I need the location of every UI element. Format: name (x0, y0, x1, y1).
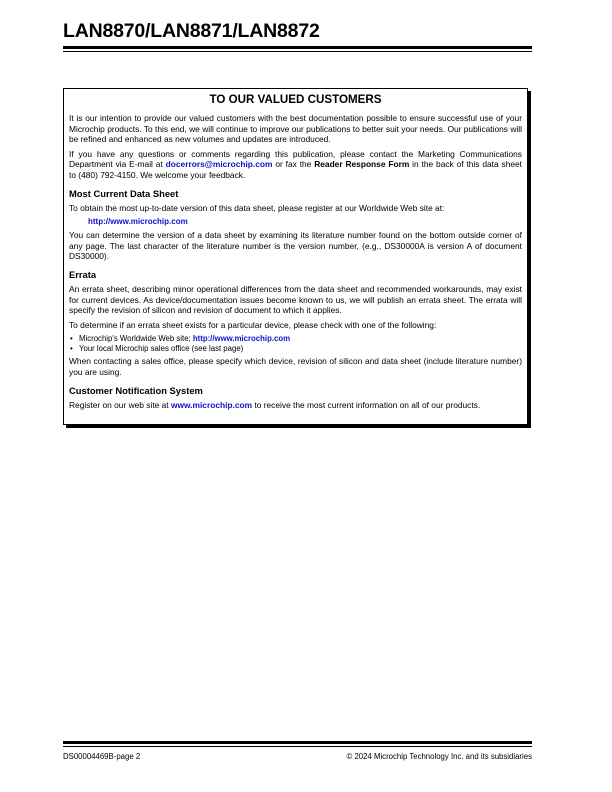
worldwide-web-link[interactable]: http://www.microchip.com (192, 334, 291, 344)
errata-sources-list (69, 334, 522, 353)
footer-page-number: DS00004469B-page 2 (63, 752, 141, 761)
notification-heading: Customer Notification System (69, 384, 203, 396)
most-current-heading: Most Current Data Sheet (69, 187, 179, 199)
header-rule-thick (63, 46, 532, 49)
notice-title: TO OUR VALUED CUSTOMERS (209, 93, 382, 106)
microchip-url-link[interactable]: http://www.microchip.com (88, 217, 188, 227)
customer-notice-box (63, 88, 528, 425)
errata-paragraph: An errata sheet, describing minor operational differences from the data sheet and recommended workarounds, may exist for current devices. As device/documentation issues become known to us, we will publish an errata sheet. The errata will specify the revision of silicon and revision of document to which it applies. (69, 283, 522, 316)
intro-paragraph: It is our intention to provide our valued customers with the best documentation possible to ensure successful use of your Microchip products. To this end, we will continue to improve our publications to better suit your needs. Our publications will be refined and enhanced as new volumes and updates are introduced. (69, 113, 522, 145)
sales-office-paragraph: When contacting a sales office, please specify which device, revision of silicon and data sheet (include literature number) you are using. (69, 356, 522, 377)
reader-response-form: Reader Response Form (314, 159, 410, 170)
register-url-link[interactable]: www.microchip.com (170, 399, 253, 410)
header-rule-thin (63, 51, 532, 52)
list-item: • Microchip's Worldwide Web site; http://www.microchip.com (69, 334, 522, 344)
list-item: • Your local Microchip sales office (see last page) (69, 344, 522, 354)
errata-heading: Errata (69, 268, 97, 280)
footer-copyright: © 2024 Microchip Technology Inc. and its subsidiaries (346, 752, 532, 761)
errata-check-paragraph: To determine if an errata sheet exists for a particular device, please check with one of the following: (69, 319, 437, 330)
notification-paragraph: Register on our web site at www.microchip.com to receive the most current information on all of our products. (69, 399, 481, 410)
current-text: To obtain the most up-to-date version of this data sheet, please register at our Worldwide Web site at: (69, 202, 445, 213)
contact-paragraph: If you have any questions or comments regarding this publication, please contact the Marketing Communications Department via E-mail at docerrors@microchip.com or fax the Reader Response Form in the back of this data sheet to (480) 792-4150. We welcome your feedback. (69, 148, 522, 180)
footer-rule-thick (63, 741, 532, 744)
footer-rule-thin (63, 746, 532, 747)
document-title: LAN8870/LAN8871/LAN8872 (63, 20, 320, 42)
version-paragraph: You can determine the version of a data sheet by examining its literature number found on the bottom outside corner of any page. The last character of the literature number is the version number, (e.g., DS30000A is version A of document DS30000). (69, 230, 522, 262)
docerrors-email-link[interactable]: docerrors@microchip.com (165, 159, 273, 170)
